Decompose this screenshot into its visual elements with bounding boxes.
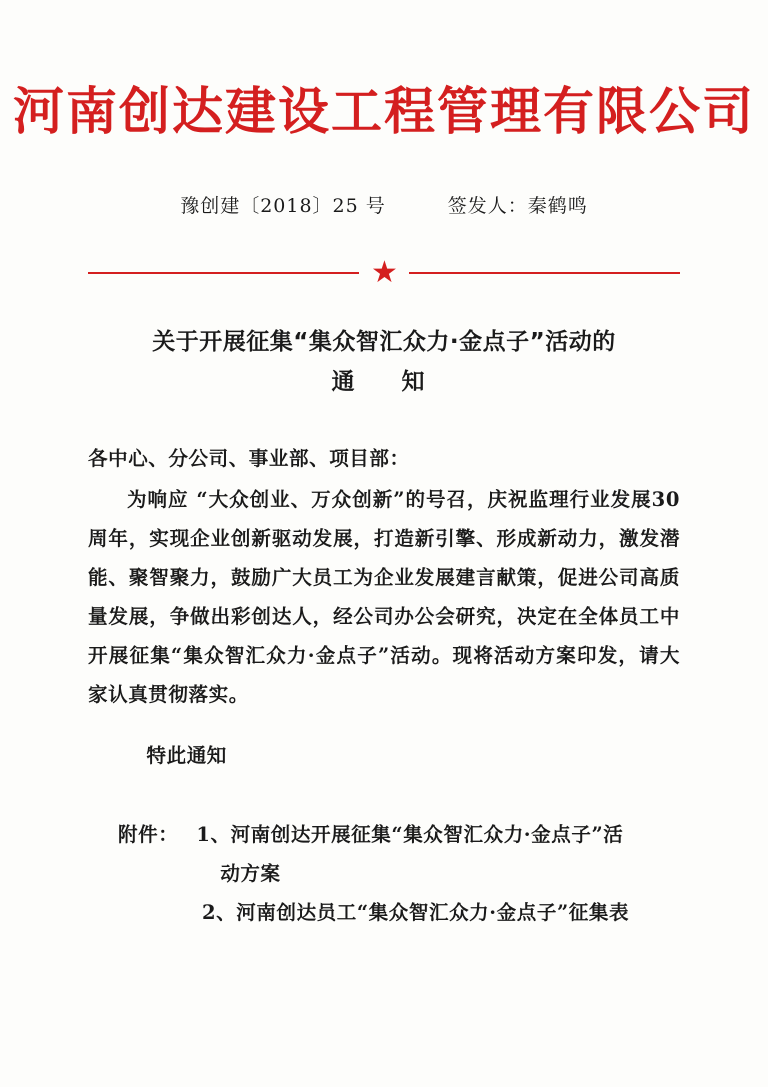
attachment-label: 附件： bbox=[118, 822, 179, 846]
document-title bbox=[0, 322, 768, 403]
document-title-line-1: 关于开展征集“集众智汇众力·金点子”活动的 bbox=[152, 329, 616, 356]
document-number: 豫创建〔2018〕25 号 bbox=[180, 195, 386, 218]
salutation: 各中心、分公司、事业部、项目部： bbox=[88, 446, 410, 470]
document-number-row bbox=[0, 191, 768, 218]
letterhead bbox=[0, 0, 768, 143]
document-body bbox=[0, 439, 768, 775]
separator-line-left bbox=[88, 272, 359, 274]
closing-statement: 特此通知 bbox=[146, 743, 227, 767]
company-name: 河南创达建设工程管理有限公司 bbox=[12, 83, 755, 142]
issuer-name: 签发人：秦鹤鸣 bbox=[447, 195, 588, 218]
document-title-line-2: 通 知 bbox=[331, 369, 437, 396]
red-separator bbox=[0, 255, 768, 291]
body-paragraph-1: 为响应 “大众创业、万众创新”的号召，庆祝监理行业发展30 周年，实现企业创新驱动发展，打造新引擎、形成新动力，激发潜能、聚智聚力，鼓励广大员工为企业发展建言献策，促进公司高质量发展，争做出彩创达人，经公司办公会研究，决定在全体员工中开展征集“集众智汇众力·金点子”活动。现将活动方案印发，请大家认真贯彻落实。 bbox=[88, 487, 680, 706]
attachment-item-1 bbox=[196, 815, 680, 893]
attachment-item-1-line-2: 动方案 bbox=[220, 861, 281, 885]
separator-line-right bbox=[409, 272, 680, 274]
star-icon: ★ bbox=[371, 255, 398, 291]
attachments-section bbox=[0, 815, 768, 932]
attachment-item-1-line-1: 1、河南创达开展征集“集众智汇众力·金点子”活 bbox=[196, 822, 624, 846]
attachment-item-2: 2、河南创达员工“集众智汇众力·金点子”征集表 bbox=[202, 900, 630, 924]
attachment-row-1 bbox=[118, 815, 680, 893]
